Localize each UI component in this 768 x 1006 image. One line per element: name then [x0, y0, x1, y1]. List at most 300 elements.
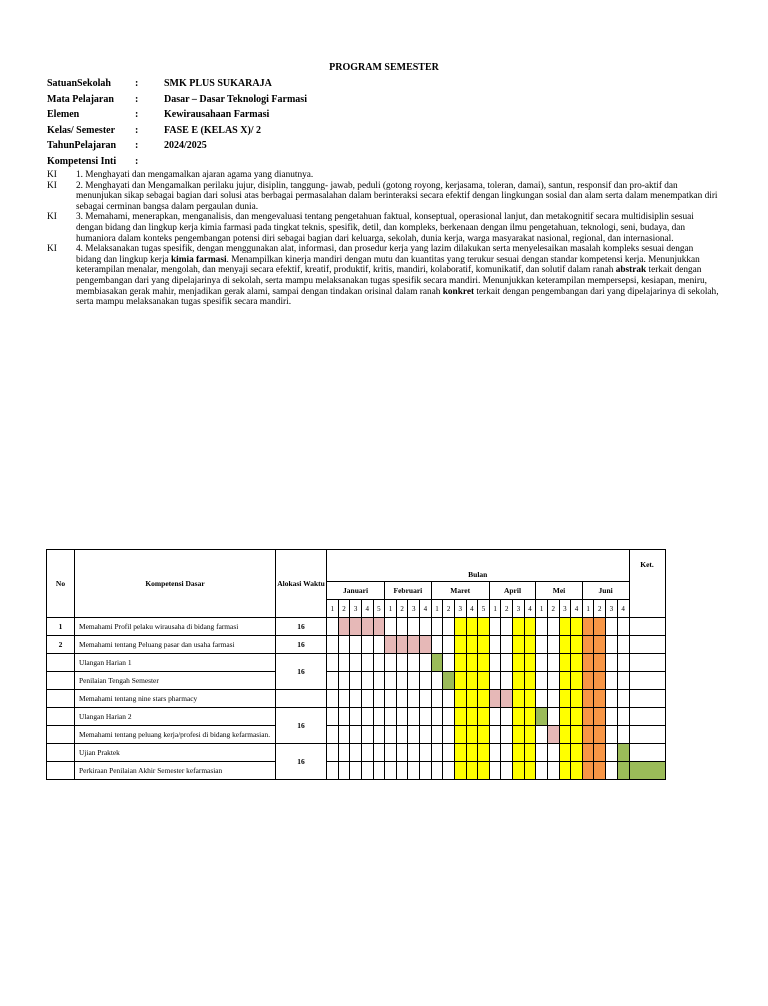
schedule-cell — [582, 636, 594, 654]
schedule-cell — [385, 690, 397, 708]
table-row — [47, 726, 666, 744]
week-number: 1 — [385, 600, 397, 618]
schedule-cell — [571, 618, 583, 636]
week-number: 2 — [547, 600, 559, 618]
schedule-cell — [606, 762, 618, 780]
schedule-cell — [385, 762, 397, 780]
schedule-cell — [361, 744, 373, 762]
schedule-cell — [361, 762, 373, 780]
ki-text: 4. Melaksanakan tugas spesifik, dengan menggunakan alat, informasi, dan prosedur kerja yang lazim dilakukan serta menyelesaikan masalah kompleks sesuai dengan bidang dan lingkup kerja — [76, 244, 694, 265]
schedule-cell — [373, 708, 385, 726]
allocation-cell: 16 — [276, 708, 327, 744]
info-label: Elemen — [47, 109, 80, 120]
schedule-cell — [396, 672, 408, 690]
schedule-cell — [594, 726, 606, 744]
info-value: SMK PLUS SUKARAJA — [164, 78, 272, 89]
schedule-cell — [431, 762, 443, 780]
table-row — [47, 618, 666, 636]
schedule-cell — [536, 654, 548, 672]
schedule-cell — [478, 618, 490, 636]
week-number: 5 — [373, 600, 385, 618]
ket-cell — [629, 636, 665, 654]
schedule-cell — [396, 708, 408, 726]
schedule-cell — [385, 618, 397, 636]
schedule-cell — [350, 654, 362, 672]
schedule-cell — [536, 708, 548, 726]
week-number: 2 — [501, 600, 513, 618]
schedule-cell — [361, 636, 373, 654]
allocation-cell: 16 — [276, 744, 327, 780]
schedule-cell — [489, 690, 501, 708]
info-label: Kelas/ Semester — [47, 124, 116, 136]
schedule-cell — [524, 744, 536, 762]
week-number: 4 — [466, 600, 478, 618]
schedule-cell — [408, 708, 420, 726]
schedule-cell — [408, 744, 420, 762]
table-row — [47, 690, 666, 708]
ki-item — [47, 170, 719, 181]
schedule-cell — [617, 762, 629, 780]
schedule-cell — [489, 708, 501, 726]
schedule-cell — [361, 654, 373, 672]
schedule-cell — [594, 690, 606, 708]
schedule-cell — [396, 690, 408, 708]
schedule-cell — [571, 690, 583, 708]
schedule-cell — [478, 744, 490, 762]
week-number: 4 — [617, 600, 629, 618]
schedule-cell — [513, 618, 525, 636]
schedule-cell — [408, 726, 420, 744]
schedule-cell — [582, 672, 594, 690]
schedule-cell — [396, 744, 408, 762]
ket-cell — [629, 690, 665, 708]
schedule-cell — [361, 726, 373, 744]
week-number: 2 — [338, 600, 350, 618]
schedule-cell — [350, 690, 362, 708]
schedule-cell — [373, 636, 385, 654]
schedule-cell — [350, 726, 362, 744]
ket-cell — [629, 618, 665, 636]
week-number: 4 — [524, 600, 536, 618]
schedule-cell — [466, 708, 478, 726]
table-row — [47, 636, 666, 654]
schedule-cell — [594, 636, 606, 654]
schedule-cell — [443, 762, 455, 780]
schedule-cell — [559, 762, 571, 780]
schedule-cell — [524, 618, 536, 636]
competency-cell: Memahami Profil pelaku wirausaha di bidang farmasi — [75, 618, 276, 636]
schedule-cell — [350, 672, 362, 690]
schedule-cell — [501, 672, 513, 690]
schedule-cell — [501, 654, 513, 672]
ki-text: abstrak — [615, 265, 647, 276]
schedule-cell — [606, 708, 618, 726]
schedule-cell — [361, 672, 373, 690]
table-row — [47, 744, 666, 762]
competency-cell: Memahami tentang nine stars pharmacy — [75, 690, 276, 708]
schedule-cell — [466, 744, 478, 762]
header-no: No — [47, 550, 75, 618]
month-header: Februari — [385, 582, 432, 600]
schedule-cell — [617, 636, 629, 654]
schedule-cell — [338, 672, 350, 690]
row-number — [47, 726, 75, 744]
schedule-cell — [606, 690, 618, 708]
schedule-cell — [454, 636, 466, 654]
schedule-cell — [594, 708, 606, 726]
competency-cell: Penilaian Tengah Semester — [75, 672, 276, 690]
schedule-cell — [420, 744, 432, 762]
schedule-cell — [431, 726, 443, 744]
schedule-cell — [466, 654, 478, 672]
schedule-cell — [443, 690, 455, 708]
week-number: 1 — [536, 600, 548, 618]
info-colon: : — [135, 78, 139, 89]
row-number: 1 — [47, 618, 75, 636]
schedule-cell — [396, 654, 408, 672]
schedule-cell — [420, 726, 432, 744]
schedule-cell — [524, 762, 536, 780]
schedule-cell — [559, 726, 571, 744]
schedule-cell — [547, 690, 559, 708]
schedule-cell — [501, 690, 513, 708]
schedule-cell — [396, 726, 408, 744]
schedule-cell — [408, 654, 420, 672]
schedule-cell — [373, 762, 385, 780]
info-colon: : — [135, 155, 139, 167]
competency-cell: Ujian Praktek — [75, 744, 276, 762]
schedule-cell — [559, 672, 571, 690]
schedule-cell — [408, 672, 420, 690]
competency-cell: Memahami tentang peluang kerja/profesi di bidang kefarmasian. — [75, 726, 276, 744]
ket-cell — [629, 672, 665, 690]
schedule-cell — [571, 708, 583, 726]
schedule-cell — [524, 654, 536, 672]
ki-text: terkait dengan pengembangan dari yang dipelajarinya di sekolah, serta mampu melaksanakan tugas spesifik secara mandiri. — [76, 286, 719, 308]
schedule-cell — [594, 672, 606, 690]
schedule-cell — [489, 636, 501, 654]
schedule-cell — [443, 708, 455, 726]
kompetensi-inti-list — [47, 170, 719, 308]
schedule-cell — [327, 672, 339, 690]
schedule-cell — [594, 762, 606, 780]
row-number — [47, 672, 75, 690]
schedule-cell — [513, 762, 525, 780]
ket-cell — [629, 708, 665, 726]
schedule-cell — [443, 654, 455, 672]
schedule-cell — [373, 672, 385, 690]
schedule-cell — [513, 672, 525, 690]
schedule-cell — [420, 762, 432, 780]
schedule-cell — [513, 744, 525, 762]
month-header: Mei — [536, 582, 583, 600]
schedule-cell — [524, 636, 536, 654]
schedule-cell — [547, 672, 559, 690]
schedule-cell — [385, 654, 397, 672]
schedule-cell — [431, 654, 443, 672]
schedule-cell — [408, 762, 420, 780]
schedule-cell — [524, 672, 536, 690]
schedule-cell — [571, 726, 583, 744]
schedule-cell — [606, 672, 618, 690]
schedule-cell — [606, 618, 618, 636]
schedule-cell — [385, 672, 397, 690]
schedule-cell — [454, 672, 466, 690]
schedule-cell — [501, 744, 513, 762]
schedule-cell — [513, 636, 525, 654]
schedule-cell — [501, 762, 513, 780]
schedule-cell — [327, 726, 339, 744]
schedule-cell — [524, 690, 536, 708]
schedule-cell — [513, 708, 525, 726]
schedule-cell — [478, 636, 490, 654]
schedule-cell — [559, 690, 571, 708]
schedule-cell — [536, 744, 548, 762]
schedule-cell — [350, 708, 362, 726]
schedule-cell — [361, 708, 373, 726]
schedule-cell — [559, 654, 571, 672]
week-number: 3 — [454, 600, 466, 618]
schedule-cell — [489, 726, 501, 744]
schedule-cell — [350, 744, 362, 762]
schedule-cell — [501, 618, 513, 636]
info-colon: : — [135, 124, 139, 136]
competency-cell: Perkiraan Penilaian Akhir Semester kefarmasian — [75, 762, 276, 780]
month-header: Maret — [431, 582, 489, 600]
schedule-cell — [571, 654, 583, 672]
schedule-cell — [547, 654, 559, 672]
info-label: Mata Pelajaran — [47, 93, 114, 105]
header-ket: Ket. — [629, 550, 665, 618]
schedule-cell — [431, 672, 443, 690]
schedule-cell — [547, 636, 559, 654]
schedule-cell — [478, 708, 490, 726]
week-number: 4 — [571, 600, 583, 618]
schedule-cell — [489, 618, 501, 636]
schedule-cell — [466, 762, 478, 780]
row-number: 2 — [47, 636, 75, 654]
schedule-cell — [606, 744, 618, 762]
schedule-cell — [513, 726, 525, 744]
schedule-cell — [536, 762, 548, 780]
schedule-cell — [420, 654, 432, 672]
month-header: April — [489, 582, 536, 600]
schedule-cell — [420, 708, 432, 726]
schedule-cell — [408, 690, 420, 708]
ki-text: 1. Menghayati dan mengamalkan ajaran agama yang dianutnya. — [76, 170, 314, 180]
schedule-cell — [582, 726, 594, 744]
schedule-cell — [617, 726, 629, 744]
schedule-cell — [350, 762, 362, 780]
ket-cell — [629, 744, 665, 762]
header-kompetensi-dasar: Kompetensi Dasar — [75, 550, 276, 618]
schedule-cell — [536, 636, 548, 654]
schedule-cell — [454, 690, 466, 708]
schedule-cell — [478, 690, 490, 708]
schedule-cell — [338, 726, 350, 744]
schedule-cell — [431, 708, 443, 726]
schedule-cell — [327, 744, 339, 762]
schedule-cell — [536, 690, 548, 708]
schedule-cell — [454, 654, 466, 672]
schedule-cell — [594, 654, 606, 672]
schedule-cell — [501, 708, 513, 726]
schedule-cell — [606, 726, 618, 744]
week-number: 1 — [582, 600, 594, 618]
row-number — [47, 762, 75, 780]
ket-cell — [629, 726, 665, 744]
schedule-cell — [547, 618, 559, 636]
schedule-cell — [536, 618, 548, 636]
schedule-cell — [606, 654, 618, 672]
schedule-cell — [338, 708, 350, 726]
table-row — [47, 672, 666, 690]
schedule-cell — [582, 708, 594, 726]
schedule-cell — [547, 726, 559, 744]
schedule-cell — [489, 744, 501, 762]
schedule-cell — [478, 762, 490, 780]
schedule-cell — [327, 654, 339, 672]
schedule-cell — [431, 744, 443, 762]
ki-item — [47, 244, 719, 308]
schedule-cell — [454, 726, 466, 744]
schedule-cell — [454, 708, 466, 726]
schedule-cell — [396, 636, 408, 654]
schedule-cell — [420, 618, 432, 636]
info-colon: : — [135, 93, 139, 105]
schedule-cell — [350, 636, 362, 654]
schedule-cell — [420, 672, 432, 690]
week-number: 4 — [361, 600, 373, 618]
schedule-cell — [582, 654, 594, 672]
schedule-cell — [373, 744, 385, 762]
schedule-cell — [361, 690, 373, 708]
schedule-cell — [338, 762, 350, 780]
row-number — [47, 744, 75, 762]
schedule-cell — [547, 744, 559, 762]
schedule-cell — [361, 618, 373, 636]
ki-tag: KI — [47, 212, 57, 223]
schedule-cell — [327, 690, 339, 708]
info-colon: : — [135, 109, 139, 120]
schedule-cell — [571, 672, 583, 690]
schedule-cell — [408, 618, 420, 636]
info-label: TahunPelajaran — [47, 140, 117, 151]
schedule-cell — [385, 744, 397, 762]
competency-cell: Ulangan Harian 1 — [75, 654, 276, 672]
schedule-cell — [396, 762, 408, 780]
schedule-cell — [466, 618, 478, 636]
info-value: Kewirausahaan Farmasi — [164, 109, 270, 120]
competency-cell: Ulangan Harian 2 — [75, 708, 276, 726]
schedule-cell — [489, 762, 501, 780]
schedule-cell — [536, 672, 548, 690]
schedule-cell — [617, 654, 629, 672]
schedule-cell — [478, 726, 490, 744]
week-number: 2 — [594, 600, 606, 618]
row-number — [47, 654, 75, 672]
schedule-cell — [443, 636, 455, 654]
schedule-cell — [431, 618, 443, 636]
ki-text: 3. Memahami, menerapkan, menganalisis, dan mengevaluasi tentang pengetahuan faktual, konseptual, operasional lanjut, dan metakognitif secara multidisiplin sesuai dengan bidang dan lingkup kerja kimia farmasi pada tingkat teknis, spesifik, detil, dan kompleks, berkenaan dengan ilmu pengetahuan, teknologi, seni, budaya, dan humaniora dalam konteks pengembangan potensi diri sebagai bagian dari keluarga, sekolah, dunia kerja, warga masyarakat nasional, regional, dan internasional. — [76, 212, 694, 244]
schedule-cell — [606, 636, 618, 654]
schedule-cell — [617, 690, 629, 708]
schedule-cell — [582, 618, 594, 636]
allocation-cell: 16 — [276, 636, 327, 654]
ket-cell — [629, 762, 665, 780]
ki-text: 2. Menghayati dan Mengamalkan perilaku jujur, disiplin, tanggung- jawab, peduli (gotong royong, kerjasama, toleran, damai), santun, responsif dan pro-aktif dan menunjukan sikap sebagai bagian dari solusi atas berbagai permasalahan dalam berinteraksi secara efektif dengan lingkungan sosial dan alam serta dalam menempatkan diri sebagai cerminan bangsa dalam pergaulan dunia. — [76, 180, 718, 212]
schedule-cell — [594, 744, 606, 762]
program-semester-table — [46, 549, 666, 780]
header-alokasi-waktu: Alokasi Waktu — [276, 550, 327, 618]
schedule-cell — [489, 654, 501, 672]
ki-item — [47, 181, 719, 213]
schedule-cell — [594, 618, 606, 636]
schedule-cell — [466, 726, 478, 744]
info-value: 2024/2025 — [164, 140, 207, 151]
month-header: Juni — [582, 582, 629, 600]
info-label: SatuanSekolah — [47, 78, 111, 89]
schedule-cell — [571, 636, 583, 654]
schedule-cell — [582, 690, 594, 708]
week-number: 1 — [489, 600, 501, 618]
ki-text: kimia farmasi — [171, 254, 227, 265]
week-number: 1 — [327, 600, 339, 618]
schedule-cell — [559, 618, 571, 636]
schedule-cell — [524, 708, 536, 726]
schedule-cell — [373, 690, 385, 708]
week-number: 3 — [513, 600, 525, 618]
header-bulan: Bulan — [327, 550, 630, 582]
schedule-cell — [617, 708, 629, 726]
schedule-cell — [454, 618, 466, 636]
schedule-cell — [571, 762, 583, 780]
schedule-cell — [431, 690, 443, 708]
schedule-cell — [501, 636, 513, 654]
schedule-cell — [373, 618, 385, 636]
schedule-cell — [396, 618, 408, 636]
schedule-cell — [338, 654, 350, 672]
schedule-cell — [420, 636, 432, 654]
schedule-cell — [466, 636, 478, 654]
week-number: 3 — [408, 600, 420, 618]
schedule-cell — [478, 654, 490, 672]
page-title: PROGRAM SEMESTER — [329, 62, 439, 73]
table-row — [47, 708, 666, 726]
table-row — [47, 654, 666, 672]
schedule-cell — [478, 672, 490, 690]
schedule-cell — [559, 708, 571, 726]
schedule-cell — [559, 636, 571, 654]
schedule-cell — [327, 762, 339, 780]
schedule-cell — [454, 744, 466, 762]
ki-text: konkret — [442, 286, 475, 297]
info-label: Kompetensi Inti — [47, 155, 117, 167]
schedule-cell — [338, 744, 350, 762]
schedule-cell — [338, 690, 350, 708]
ki-text: . Menampilkan kinerja mandiri dengan mutu dan kuantitas yang terukur sesuai dengan standar kompetensi kerja. Menunjukkan keterampilan menalar, mengolah, dan menyaji secara efektif, kreatif, produktif, kritis, mandiri, kolaboratif, komunikatif, dan solutif dalam ranah — [76, 254, 700, 276]
schedule-cell — [327, 708, 339, 726]
schedule-cell — [582, 762, 594, 780]
week-number: 5 — [478, 600, 490, 618]
ki-tag: KI — [47, 170, 57, 180]
week-number: 2 — [396, 600, 408, 618]
schedule-cell — [327, 636, 339, 654]
info-colon: : — [135, 140, 139, 151]
ki-tag: KI — [47, 244, 57, 255]
week-number: 1 — [431, 600, 443, 618]
ki-tag: KI — [47, 180, 57, 191]
